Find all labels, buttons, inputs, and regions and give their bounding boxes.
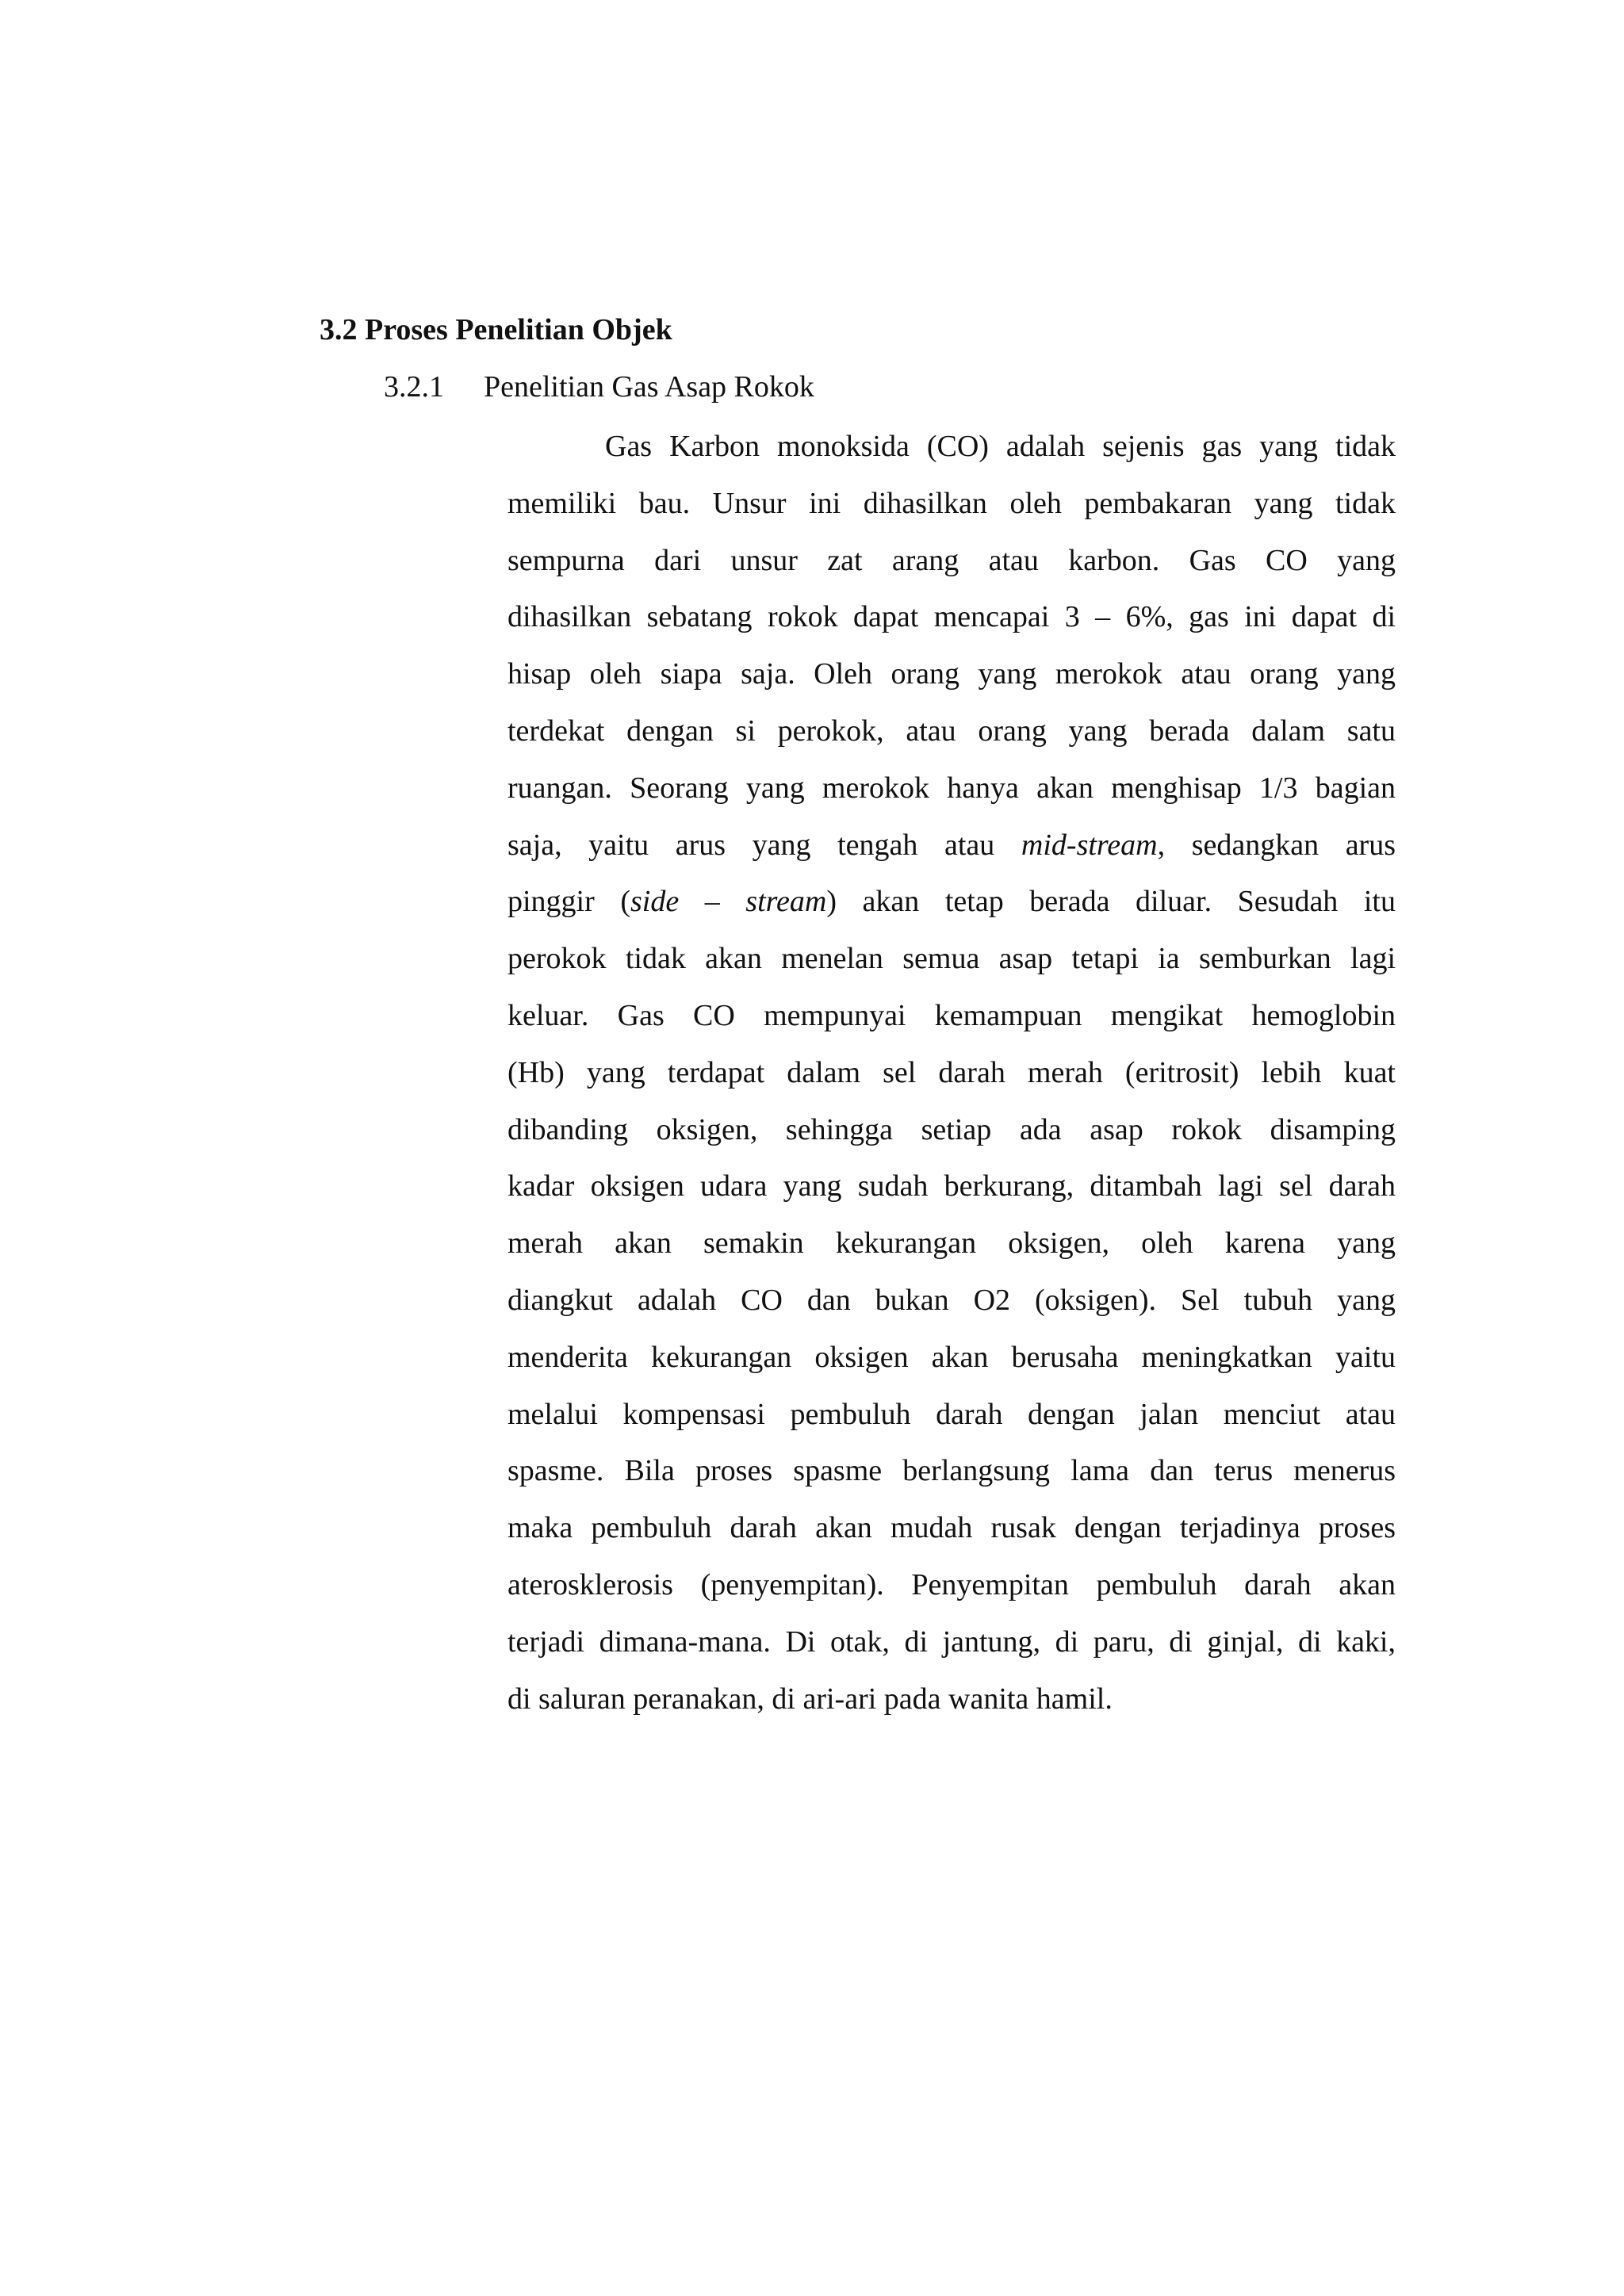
paragraph-line: Gas Karbon monoksida (CO) adalah sejenis gas yang tidak	[605, 430, 1396, 463]
italic-term: side – stream	[630, 885, 827, 919]
paragraph-line: diangkut adalah CO dan bukan O2 (oksigen). Sel tubuh yang	[508, 1283, 1396, 1317]
paragraph-line: ruangan. Seorang yang merokok hanya akan menghisap 1/3 bagian	[508, 771, 1396, 805]
paragraph-text: pinggir (	[508, 885, 630, 919]
paragraph-text: , sedangkan arus	[1157, 828, 1396, 862]
paragraph-line: spasme. Bila proses spasme berlangsung lama dan terus menerus	[508, 1454, 1396, 1488]
paragraph-line: menderita kekurangan oksigen akan berusaha meningkatkan yaitu	[508, 1340, 1396, 1374]
paragraph-line: terjadi dimana-mana. Di otak, di jantung, di paru, di ginjal, di kaki,	[508, 1624, 1396, 1659]
paragraph-line: merah akan semakin kekurangan oksigen, oleh karena yang	[508, 1226, 1396, 1261]
subsection-heading	[384, 365, 814, 409]
section-heading: 3.2 Proses Penelitian Objek	[320, 313, 672, 346]
paragraph-line: perokok tidak akan menelan semua asap tetapi ia semburkan lagi	[508, 942, 1396, 976]
paragraph-line: aterosklerosis (penyempitan). Penyempitan pembuluh darah akan	[508, 1567, 1396, 1601]
paragraph-line: maka pembuluh darah akan mudah rusak dengan terjadinya proses	[508, 1511, 1396, 1545]
paragraph-line: hisap oleh siapa saja. Oleh orang yang merokok atau orang yang	[508, 657, 1396, 691]
paragraph-line: memiliki bau. Unsur ini dihasilkan oleh pembakaran yang tidak	[508, 486, 1396, 520]
paragraph-line: terdekat dengan si perokok, atau orang yang berada dalam satu	[508, 714, 1396, 748]
subsection-title: Penelitian Gas Asap Rokok	[484, 370, 814, 404]
subsection-number: 3.2.1	[384, 370, 444, 404]
paragraph-text: ) akan tetap berada diluar. Sesudah itu	[826, 885, 1396, 919]
paragraph-line: keluar. Gas CO mempunyai kemampuan mengikat hemoglobin	[508, 998, 1396, 1032]
paragraph-line	[508, 874, 1396, 931]
paragraph-text: saja, yaitu arus yang tengah atau	[508, 828, 995, 862]
paragraph-line	[508, 817, 1396, 874]
paragraph-line: (Hb) yang terdapat dalam sel darah merah (eritrosit) lebih kuat	[508, 1055, 1396, 1089]
paragraph-line: kadar oksigen udara yang sudah berkurang, ditambah lagi sel darah	[508, 1169, 1396, 1203]
paragraph-line: dihasilkan sebatang rokok dapat mencapai 3 – 6%, gas ini dapat di	[508, 600, 1396, 634]
paragraph-line: di saluran peranakan, di ari-ari pada wanita hamil.	[508, 1682, 1113, 1716]
paragraph-line: dibanding oksigen, sehingga setiap ada asap rokok disamping	[508, 1112, 1396, 1146]
paragraph-line: sempurna dari unsur zat arang atau karbon. Gas CO yang	[508, 543, 1396, 577]
body-paragraph	[508, 419, 1396, 1728]
paragraph-line: melalui kompensasi pembuluh darah dengan jalan menciut atau	[508, 1397, 1396, 1431]
italic-term: mid-stream	[1021, 828, 1158, 862]
